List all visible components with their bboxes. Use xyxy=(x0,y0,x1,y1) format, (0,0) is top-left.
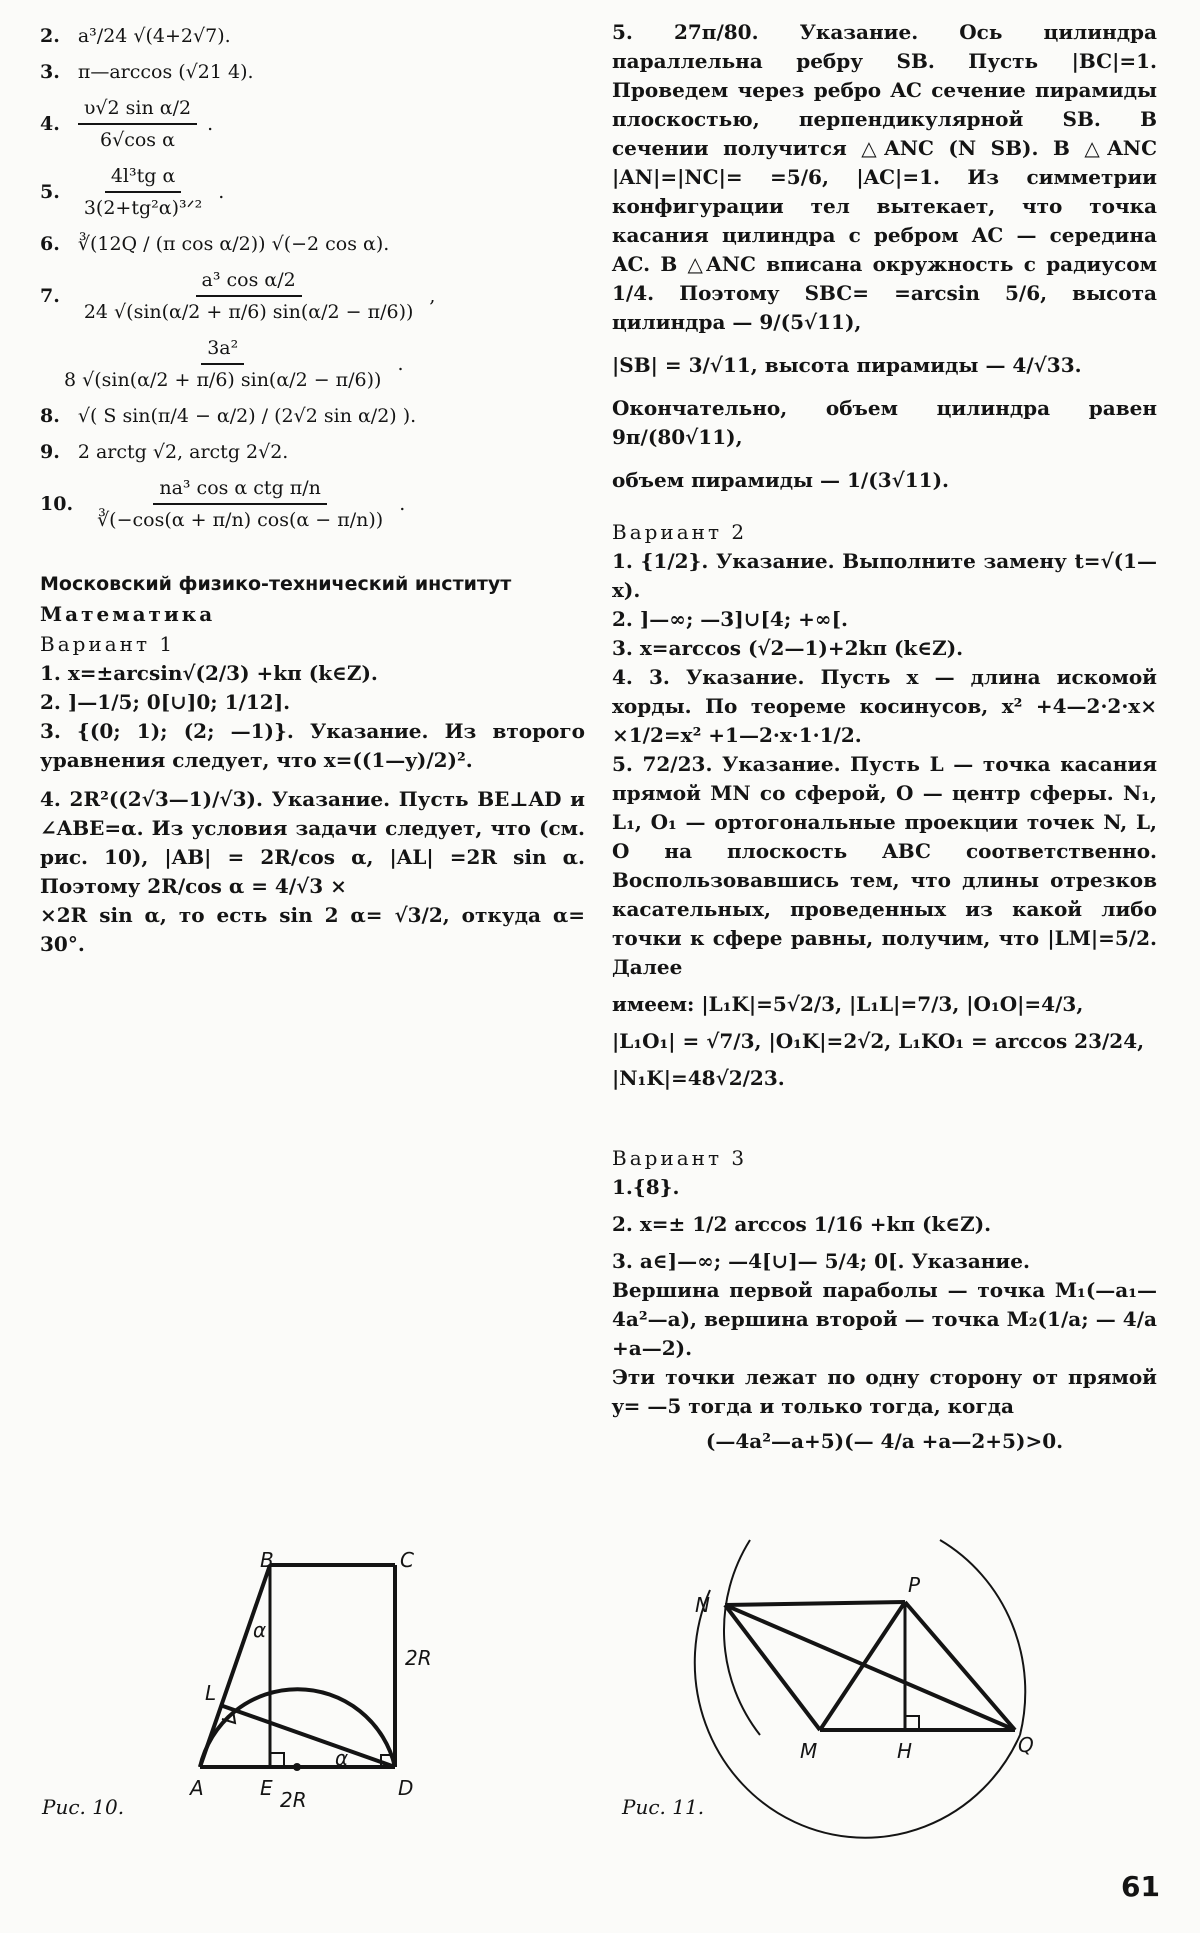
v3-condition-text: Эти точки лежат по одну сторону от прямой y= —5 тогда и только тогда, когда xyxy=(612,1365,1157,1418)
circle-arc-left xyxy=(724,1540,760,1735)
label-m: M xyxy=(800,1739,818,1763)
label-b: B xyxy=(260,1548,274,1572)
v2-answer-3: 3. x=arccos (√2—1)+2kπ (k∈Z). xyxy=(612,636,964,660)
variant-1-heading: Вариант 1 xyxy=(40,632,176,656)
v3-answer-1: 1.{8}. xyxy=(612,1175,680,1199)
variant-3-heading: Вариант 3 xyxy=(612,1146,748,1170)
v1-answer-2: 2. ]—1/5; 0[∪]0; 1/12]. xyxy=(40,690,291,714)
label-q: Q xyxy=(1018,1733,1034,1757)
v2-answer-5-line3: |L₁O₁| = √7/3, |O₁K|=2√2, L₁KO₁ = arccos 23/24, xyxy=(612,1029,1145,1053)
v3-vertex-text: Вершина первой параболы — точка M₁(—a₁—4a²—a), вершина второй — точка M₂(1/a; — 4/a +a—2). xyxy=(612,1278,1157,1360)
diagonal-mp xyxy=(820,1602,905,1730)
edge-pq xyxy=(905,1602,1015,1730)
fraction: $\frac{\text{3a²}}{8 √(\sin(\alpha/2 + \pi/6) \sin(\alpha/2 - \pi/6))}$ xyxy=(64,337,382,391)
answer-5: 5. $\frac{\text{4l³tg α}}{\text{3(2+tg²α)³ᐟ²}}$ . xyxy=(40,165,225,219)
v1-answer-1: 1. x=±arcsin√(2/3) +kπ (k∈Z). xyxy=(40,661,378,685)
figure-11-caption: Рис. 11. xyxy=(622,1795,705,1819)
page-number: 61 xyxy=(1121,1870,1160,1903)
problem-5-sb: |SB| = 3/√11, высота пирамиды — 4/√33. xyxy=(612,353,1082,377)
variant-2-heading: Вариант 2 xyxy=(612,520,748,544)
fraction: $\frac{\text{a³ cos α/2}}{24 √(\sin(\alpha/2 + \pi/6) \sin(\alpha/2 - \pi/6))}$ xyxy=(83,269,414,323)
label-l: L xyxy=(205,1681,217,1705)
diagonal-nq xyxy=(725,1605,1015,1730)
label-2r-bottom: 2R xyxy=(280,1788,307,1812)
left-column xyxy=(40,18,585,959)
answer-4: 4. $\frac{\text{υ√2 sin α/2}}{\text{6√cos α}}$ . xyxy=(40,97,214,151)
answer-7b: $\frac{\text{3a²}}{8 √(\sin(\alpha/2 + \pi/6) \sin(\alpha/2 - \pi/6))}$ . xyxy=(40,335,585,393)
label-alpha-bottom: α xyxy=(335,1746,349,1770)
answer-2: 2. a³/24 √(4+2√7). xyxy=(40,25,231,47)
midpoint-dot xyxy=(293,1763,301,1771)
label-a: A xyxy=(190,1776,204,1800)
segment-ld xyxy=(220,1705,395,1767)
label-p: P xyxy=(908,1573,921,1597)
label-c: C xyxy=(400,1548,414,1572)
label-d: D xyxy=(398,1776,414,1800)
fraction: $\frac{\text{na³ cos α ctg π/n}}{∛(-\cos(\alpha + \pi/n) \cos(\alpha - \pi/n))}$ xyxy=(97,477,384,531)
edge-np xyxy=(725,1602,905,1605)
right-angle-e xyxy=(270,1753,284,1767)
v2-answer-5-line4: |N₁K|=48√2/23. xyxy=(612,1066,785,1090)
v1-answer-4-end: ×2R sin α, то есть sin 2 α= √3/2, откуда α= 30°. xyxy=(40,903,585,956)
v2-answer-5-line2: имеем: |L₁K|=5√2/3, |L₁L|=7/3, |O₁O|=4/3, xyxy=(612,992,1084,1016)
answer-7: 7. $\frac{\text{a³ cos α/2}}{24 √(\sin(\alpha/2 + \pi/6) \sin(\alpha/2 - \pi/6))}$ , xyxy=(40,269,436,323)
answer-3: 3. π—arccos (√21 4). xyxy=(40,61,254,83)
answer-6: 6. ∛(12Q / (π cos α/2)) √(−2 cos α). xyxy=(40,233,390,255)
circle-arc-right xyxy=(940,1540,1025,1735)
label-alpha-top: α xyxy=(253,1618,267,1642)
v2-answer-4: 4. 3. Указание. Пусть x — длина искомой хорды. По теореме косинусов, x² +4—2·2·x× ×1/2=x² +1—2·x·1·1/2. xyxy=(612,665,1157,747)
v2-answer-1: 1. {1/2}. Указание. Выполните замену t=√(1—x). xyxy=(612,549,1157,602)
v3-answer-3: 3. a∈]—∞; —4[∪]— 5/4; 0[. Указание. xyxy=(612,1249,1030,1273)
label-n: N xyxy=(695,1593,710,1617)
v3-answer-2: 2. x=± 1/2 arccos 1/16 +kπ (k∈Z). xyxy=(612,1212,992,1236)
fraction: $\frac{\text{4l³tg α}}{\text{3(2+tg²α)³ᐟ²}}$ xyxy=(83,165,203,219)
figure-11 xyxy=(690,1530,1034,1765)
problem-5-answer: 5. 27π/80. Указание. Ось цилиндра параллельна ребру SB. Пусть |BC|=1. Проведем через ребро AC сечение пирамиды плоскостью, перпендикулярной SB. В сечении получится △ANC (N SB). В △ANC |AN|=|NC|= =5/6, |AC|=1. Из симметрии конфигурации тел вытекает, что точка касания цилиндра с ребром AC — середина AC. В △ANC вписана окружность с радиусом 1/4. Поэтому SBC= =arcsin 5/6, высота цилиндра — 9/(5√11), xyxy=(612,20,1157,334)
answer-9: 9. 2 arctg √2, arctg 2√2. xyxy=(40,441,289,463)
figure-10 xyxy=(160,1548,480,1812)
v1-answer-4: 4. 2R²((2√3—1)/√3). Указание. Пусть BE⊥AD и ∠ABE=α. Из условия задачи следует, что (см. рис. 10), |AB| = 2R/cos α, |AL| =2R sin α. Поэтому 2R/cos α = 4/√3 × xyxy=(40,787,585,898)
answer-8: 8. √( S sin(π/4 − α/2) / (2√2 sin α/2) ). xyxy=(40,405,417,427)
fraction: $\frac{\text{υ√2 sin α/2}}{\text{6√cos α}}$ xyxy=(78,95,197,153)
v3-inequality: (—4a²—a+5)(— 4/a +a—2+5)>0. xyxy=(705,1429,1064,1453)
subject-heading: Математика xyxy=(40,602,216,626)
problem-5-pyramid-volume: объем пирамиды — 1/(3√11). xyxy=(612,468,950,492)
v2-answer-5: 5. 72/23. Указание. Пусть L — точка касания прямой MN со сферой, O — центр сферы. N₁, L₁, O₁ — ортогональные проекции точек N, L, O на плоскость ABC соответственно. Воспользовавшись тем, что длины отрезков касательных, проведенных из какой либо точки к сфере равны, получим, что |LM|=5/2. Далее xyxy=(612,752,1157,979)
v2-answer-2: 2. ]—∞; —3]∪[4; +∞[. xyxy=(612,607,849,631)
institute-heading: Московский физико-технический институт xyxy=(40,573,512,595)
right-column xyxy=(612,18,1157,1456)
label-e: E xyxy=(260,1776,273,1800)
label-2r-side: 2R xyxy=(405,1646,432,1670)
figure-10-caption: Рис. 10. xyxy=(42,1795,125,1819)
label-h: H xyxy=(897,1739,913,1763)
v1-answer-3: 3. {(0; 1); (2; —1)}. Указание. Из второго уравнения следует, что x=((1—y)/2)². xyxy=(40,719,585,772)
right-angle-h xyxy=(905,1716,919,1730)
answer-10: 10. $\frac{\text{na³ cos α ctg π/n}}{∛(-\cos(\alpha + \pi/n) \cos(\alpha - \pi/n))}$ . xyxy=(40,477,406,531)
problem-5-cylinder-volume: Окончательно, объем цилиндра равен 9π/(80√11), xyxy=(612,396,1157,449)
